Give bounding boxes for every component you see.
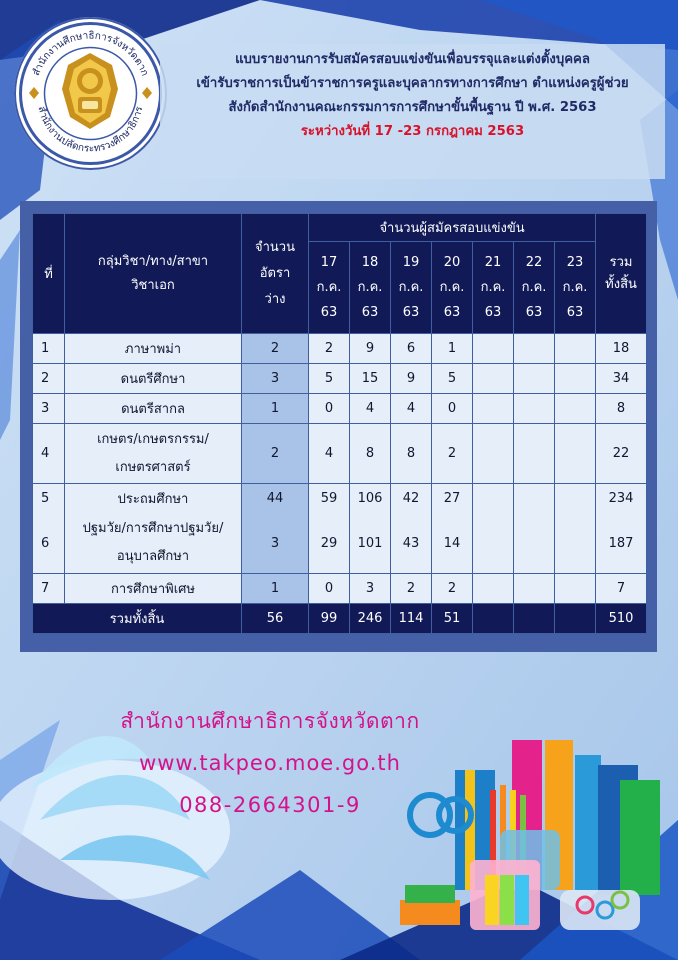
row-count-19: 43 [391,514,432,574]
report-header [160,44,665,179]
row-count-18: 3 [350,574,391,604]
row-count-20: 5 [432,364,473,394]
row-count-19: 8 [391,424,432,484]
row-number: 6 [33,514,65,574]
day-year: 63 [525,305,543,320]
day-year: 63 [361,305,379,320]
row-subject-line-1: เกษตร/เกษตรกรรม/ [97,431,209,447]
header-total [596,214,647,334]
header-subject-line-2: วิชาเอก [131,277,175,293]
footer-count-23 [555,604,596,634]
row-total: 187 [596,514,647,574]
row-subject: การศึกษาพิเศษ [65,574,242,604]
table-row [33,574,647,604]
row-count-20: 2 [432,424,473,484]
header-no: ที่ [33,214,65,334]
row-total: 22 [596,424,647,484]
row-subject-line-2: เกษตรศาสตร์ [115,459,191,475]
row-count-21 [473,574,514,604]
report-title-line-3: สังกัดสำนักงานคณะกรรมการการศึกษาขั้นพื้นฐาน ปี พ.ศ. 2563 [228,100,597,115]
footer-count-22 [514,604,555,634]
header-total-line-2: ทั้งสิ้น [605,276,637,292]
day-month: ก.ค. [439,280,465,295]
day-number: 18 [361,255,379,270]
row-count-22 [514,334,555,364]
row-count-18: 101 [350,514,391,574]
row-count-22 [514,394,555,424]
row-count-23 [555,424,596,484]
day-number: 23 [566,255,584,270]
row-count-18: 8 [350,424,391,484]
row-count-21 [473,394,514,424]
row-count-18: 15 [350,364,391,394]
header-subject [65,214,242,334]
header-day [350,242,391,334]
table-row [33,424,647,484]
row-count-22 [514,364,555,394]
day-month: ก.ค. [562,280,588,295]
row-number: 2 [33,364,65,394]
footer-total: 510 [596,604,647,634]
table-row [33,514,647,574]
header-day [432,242,473,334]
row-count-23 [555,364,596,394]
row-total: 34 [596,364,647,394]
header-day [391,242,432,334]
row-subject: ดนตรีศึกษา [65,364,242,394]
footer-count-19: 114 [391,604,432,634]
day-year: 63 [402,305,420,320]
row-count-17: 0 [309,394,350,424]
row-count-20: 2 [432,574,473,604]
office-logo [14,17,167,170]
row-number: 3 [33,394,65,424]
header-applicants: จำนวนผู้สมัครสอบแข่งขัน [309,214,596,242]
row-count-23 [555,574,596,604]
row-subject-line-1: ปฐมวัย/การศึกษาปฐมวัย/ [82,521,224,537]
header-vacancies-line-3: ว่าง [264,291,286,307]
row-count-20: 1 [432,334,473,364]
row-count-23 [555,334,596,364]
row-vacancies: 3 [242,514,309,574]
row-vacancies: 3 [242,364,309,394]
day-number: 21 [484,255,502,270]
row-vacancies: 1 [242,394,309,424]
row-count-17: 59 [309,484,350,514]
day-number: 22 [525,255,543,270]
row-count-17: 29 [309,514,350,574]
row-count-19: 42 [391,484,432,514]
row-count-23 [555,394,596,424]
day-month: ก.ค. [398,280,424,295]
row-subject [65,424,242,484]
row-count-22 [514,574,555,604]
header-day [473,242,514,334]
office-name: สำนักงานศึกษาธิการจังหวัดตาก [120,709,420,733]
row-count-18: 9 [350,334,391,364]
row-vacancies: 1 [242,574,309,604]
row-count-23 [555,514,596,574]
day-year: 63 [484,305,502,320]
row-subject-line-2: อนุบาลศึกษา [116,549,190,565]
row-count-22 [514,484,555,514]
row-count-17: 4 [309,424,350,484]
footer-count-17: 99 [309,604,350,634]
row-count-18: 4 [350,394,391,424]
report-title-line-1: แบบรายงานการรับสมัครสอบแข่งขันเพื่อบรรจุและแต่งตั้งบุคคล [235,52,590,67]
table-footer-row [33,604,647,634]
header-subject-line-1: กลุ่มวิชา/ทาง/สาขา [97,253,209,269]
row-total: 8 [596,394,647,424]
applicants-table-frame [20,201,657,652]
report-title-line-2: เข้ารับราชการเป็นข้าราชการครูและบุคลากรทางการศึกษา ตำแหน่งครูผู้ช่วย [196,76,629,91]
table-row [33,484,647,514]
website-link[interactable]: www.takpeo.moe.go.th [139,751,401,775]
header-vacancies-line-2: อัตรา [259,265,291,281]
table-row [33,394,647,424]
row-vacancies: 44 [242,484,309,514]
header-total-line-1: รวม [609,254,633,270]
report-date-range: ระหว่างวันที่ 17 -23 กรกฎาคม 2563 [300,124,525,139]
table-row [33,334,647,364]
row-count-17: 0 [309,574,350,604]
footer-label: รวมทั้งสิ้น [33,604,242,634]
row-subject [65,514,242,574]
row-vacancies: 2 [242,334,309,364]
day-number: 17 [320,255,338,270]
day-number: 19 [402,255,420,270]
contact-block [60,700,480,826]
row-count-21 [473,424,514,484]
row-number: 4 [33,424,65,484]
applicants-table [32,213,647,634]
row-count-19: 6 [391,334,432,364]
row-subject: ดนตรีสากล [65,394,242,424]
footer-vacancies: 56 [242,604,309,634]
row-total: 7 [596,574,647,604]
header-day [309,242,350,334]
day-month: ก.ค. [480,280,506,295]
row-total: 18 [596,334,647,364]
row-count-19: 9 [391,364,432,394]
row-count-19: 4 [391,394,432,424]
day-year: 63 [566,305,584,320]
phone-number: 088-2664301-9 [179,793,361,817]
day-year: 63 [320,305,338,320]
row-number: 5 [33,484,65,514]
header-vacancies-line-1: จำนวน [255,239,295,255]
row-count-20: 14 [432,514,473,574]
day-month: ก.ค. [357,280,383,295]
day-year: 63 [443,305,461,320]
svg-text:สำนักงานศึกษาธิการจังหวัดตาก: สำนักงานศึกษาธิการจังหวัดตาก [30,30,151,78]
row-count-22 [514,424,555,484]
row-count-18: 106 [350,484,391,514]
day-month: ก.ค. [316,280,342,295]
emblem-icon [14,17,167,170]
day-number: 20 [443,255,461,270]
footer-count-20: 51 [432,604,473,634]
row-count-17: 5 [309,364,350,394]
row-vacancies: 2 [242,424,309,484]
header-day [514,242,555,334]
row-count-21 [473,334,514,364]
row-count-20: 27 [432,484,473,514]
row-count-21 [473,484,514,514]
header-vacancies [242,214,309,334]
table-row [33,364,647,394]
svg-text:สำนักงานปลัดกระทรวงศึกษาธิการ: สำนักงานปลัดกระทรวงศึกษาธิการ [35,105,146,155]
row-count-21 [473,514,514,574]
row-count-21 [473,364,514,394]
row-number: 7 [33,574,65,604]
footer-count-21 [473,604,514,634]
row-total: 234 [596,484,647,514]
row-subject: ประถมศึกษา [65,484,242,514]
header-day [555,242,596,334]
row-count-20: 0 [432,394,473,424]
footer-count-18: 246 [350,604,391,634]
row-subject: ภาษาพม่า [65,334,242,364]
row-count-17: 2 [309,334,350,364]
day-month: ก.ค. [521,280,547,295]
row-count-19: 2 [391,574,432,604]
row-count-23 [555,484,596,514]
row-count-22 [514,514,555,574]
row-number: 1 [33,334,65,364]
